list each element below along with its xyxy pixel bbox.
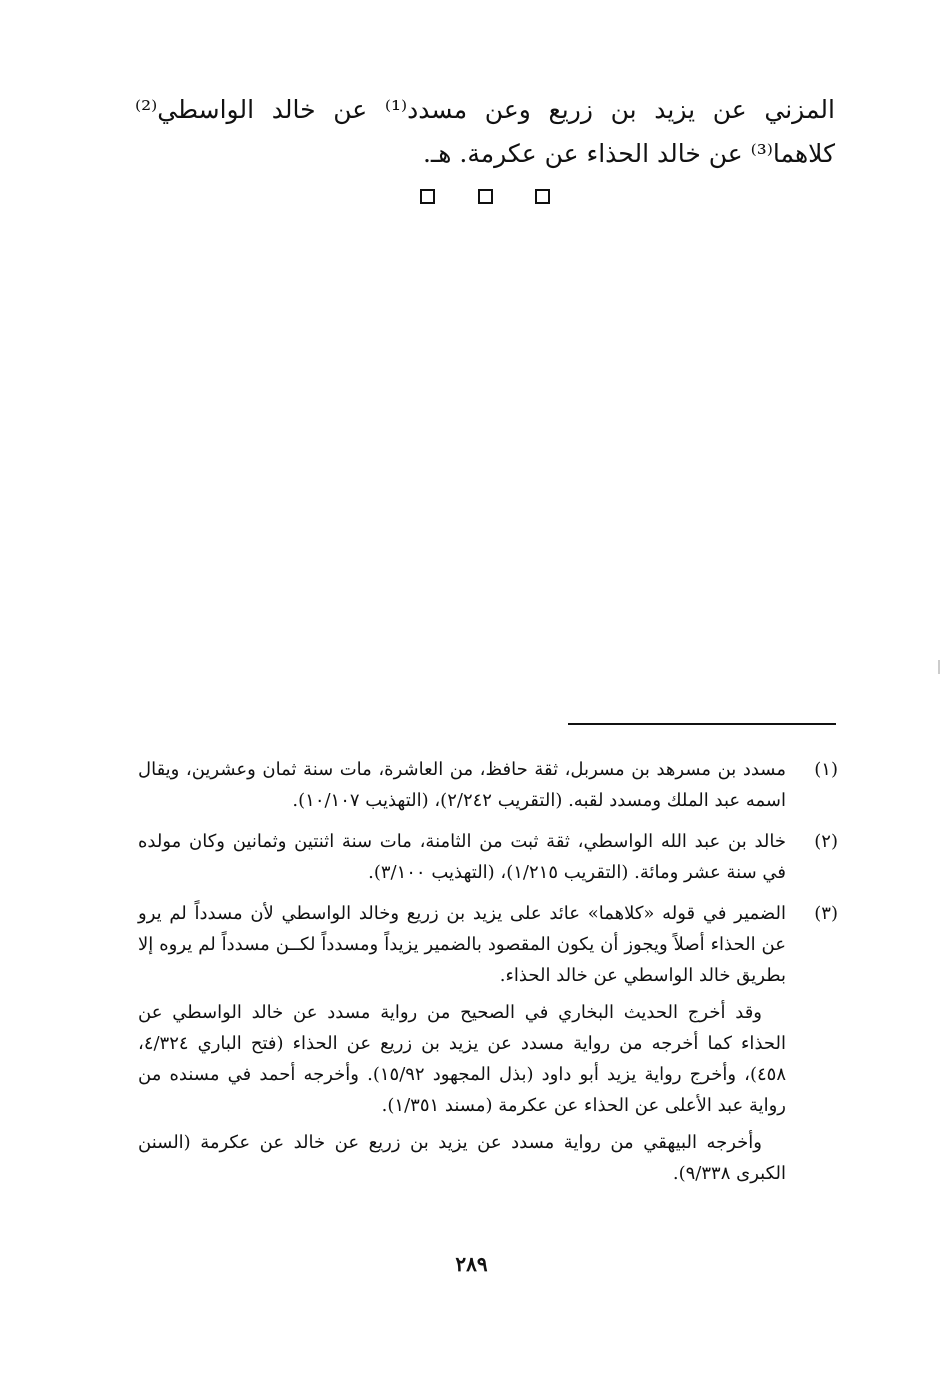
footnote-paragraph: وأخرجه البيهقي من رواية مسدد عن يزيد بن زريع عن خالد عن عكرمة (السنن الكبرى ٩/٣٣٨). [138, 1132, 786, 1184]
footnote-3 [138, 898, 838, 1195]
footnote-1 [138, 754, 838, 822]
footnote-paragraph: الضمير في قوله «كلاهما» عائد على يزيد بن زريع وخالد الواسطي لأن مسدداً لم يرو عن الحذاء أصلاً ويجوز أن يكون المقصود بالضمير يزيداً ومسدداً لكــن مسدداً لم يروه إلا بطريق خالد الواسطي عن خالد الحذاء. [138, 903, 786, 986]
page-number: ٢٨٩ [455, 1252, 488, 1276]
footnote-paragraph: مسدد بن مسرهد بن مسربل، ثقة حافظ، من العاشرة، مات سنة ثمان وعشرين، ويقال اسمه عبد الملك ومسدد لقبه. (التقريب ٢/٢٤٢)، (التهذيب ١٠/١٠٧). [138, 759, 786, 811]
separator-square-icon [478, 189, 493, 204]
scan-edge-mark [938, 660, 940, 674]
footnote-number: (٢) [814, 831, 838, 852]
main-text-block [135, 88, 835, 176]
footnotes-section [138, 754, 838, 1199]
footnote-2 [138, 826, 838, 894]
footnote-paragraph: خالد بن عبد الله الواسطي، ثقة ثبت من الثامنة، مات سنة اثنتين وثمانين وكان مولده في سنة عشر ومائة. (التقريب ١/٢١٥)، (التهذيب ٣/١٠٠). [138, 831, 786, 883]
footnote-paragraph: وقد أخرج الحديث البخاري في الصحيح من رواية مسدد عن خالد الواسطي عن الحذاء كما أخرجه من رواية مسدد عن يزيد بن زريع عن الحذاء (فتح الباري ٤/٣٢٤، ٤٥٨)، وأخرج رواية يزيد أبو داود (بذل المجهود ١٥/٩٢). وأخرجه أحمد في مسنده من رواية عبد الأعلى عن الحذاء عن عكرمة (مسند ١/٣٥١). [138, 1002, 787, 1116]
footnote-body [138, 754, 786, 822]
footnote-body [138, 826, 786, 894]
footnote-body [138, 898, 786, 1195]
footnote-number: (٣) [814, 903, 838, 924]
footnote-number: (١) [814, 759, 838, 780]
main-paragraph: المزني عن يزيد بن زريع وعن مسدد⁽¹⁾ عن خالد الواسطي⁽²⁾ كلاهما⁽³⁾ عن خالد الحذاء عن عكرمة. هـ. [135, 95, 835, 168]
footnote-divider [568, 723, 836, 725]
section-separator [420, 186, 550, 206]
separator-square-icon [535, 189, 550, 204]
separator-square-icon [420, 189, 435, 204]
